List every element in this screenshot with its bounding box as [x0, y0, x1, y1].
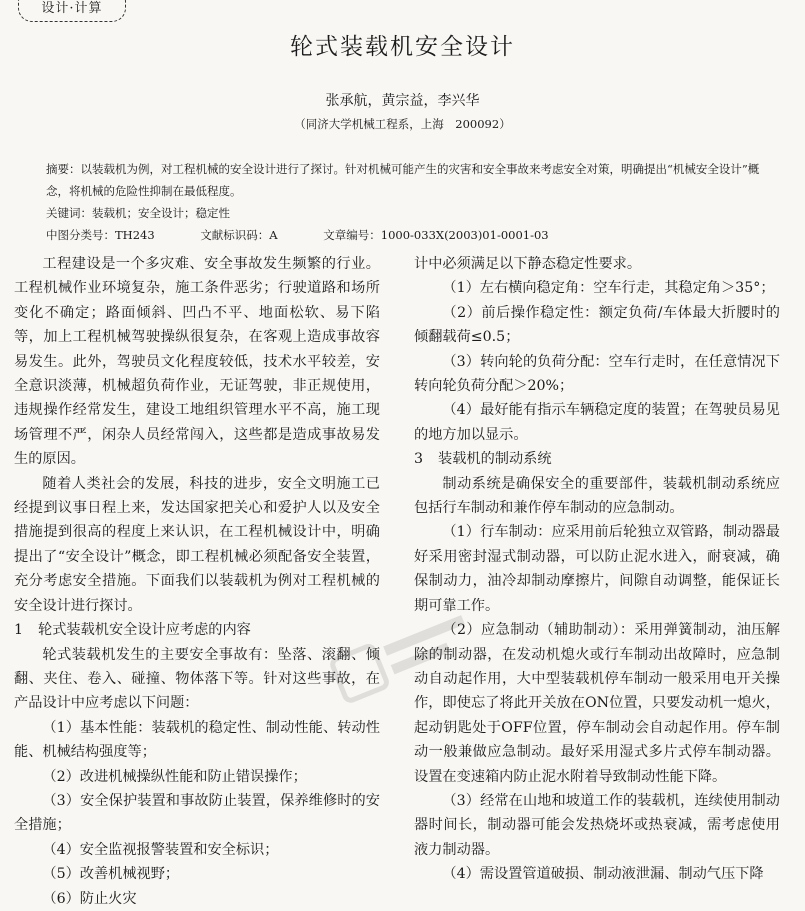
article-number: 文章编号：1000-033X(2003)01-0001-03: [323, 228, 549, 242]
left-column: [14, 252, 380, 911]
section-heading-text: 装载机的制动系统: [438, 451, 552, 468]
list-item: （4）安全监视报警装置和安全标识；: [42, 841, 279, 858]
list-item: （1）基本性能：装载机的稳定性、制动性能、转动性能、机械结构强度等；: [14, 719, 380, 761]
paper-title: 轮式装载机安全设计: [290, 34, 515, 60]
list-item: （3）转向轮的负荷分配：空车行走时，在任意情况下转向轮负荷分配＞20%；: [414, 353, 780, 395]
affiliation: （同济大学机械工程系，上海 200092）: [294, 117, 511, 131]
list-item: （3）经常在山地和坡道工作的装载机，连续使用制动器时间长，制动器可能会发热烧坏或热衰减，需考虑使用液力制动器。: [414, 792, 780, 858]
list-item: （2）前后操作稳定性：额定负荷/车体最大折腰时的倾翻载荷≤0.5；: [414, 304, 780, 346]
abstract: 摘要：以装载机为例，对工程机械的安全设计进行了探讨。针对机械可能产生的灾害和安全事故来考虑安全对策，明确提出“机械安全设计”概念，将机械的危险性抑制在最低程度。: [46, 162, 760, 198]
paragraph: 计中必须满足以下静态稳定性要求。: [414, 256, 642, 272]
list-item: （3）安全保护装置和事故防止装置，保养维修时的安全措施；: [14, 792, 380, 834]
keywords: 关键词：装载机；安全设计；稳定性: [46, 206, 230, 220]
paragraph: 随着人类社会的发展，科技的进步，安全文明施工已经提到议事日程上来，发达国家把关心和爱护人以及安全措施提到很高的程度上来认识，在工程机械设计中，明确提出了“安全设计”概念，即工程机械必须配备安全装置，充分考虑安全措施。下面我们以装载机为例对工程机械的安全设计进行探讨。: [14, 475, 380, 614]
list-item: （1）左右横向稳定角：空车行走，其稳定角＞35°；: [442, 280, 775, 297]
list-item: （2）应急制动（辅助制动）：采用弹簧制动，油压解除的制动器，在发动机熄火或行车制动出故障时，应急制动自动起作用，大中型装载机停车制动一般采用电开关操作，即使忘了将此开关放在ON位置，只要发动机一熄火，起动钥匙处于OFF位置，停车制动会自动起作用。停车制动一般兼做应急制动。最好采用湿式多片式停车制动器。设置在变速箱内防止泥水附着导致制动性能下降。: [414, 622, 780, 785]
classification-line: [46, 224, 766, 246]
right-column: [414, 252, 780, 887]
paragraph: 工程建设是一个多灾难、安全事故发生频繁的行业。工程机械作业环境复杂，施工条件恶劣；行驶道路和场所变化不确定；路面倾斜、凹凸不平、地面松软、易下陷等，加上工程机械驾驶操纵很复杂，在客观上造成事故容易发生。此外，驾驶员文化程度较低，技术水平较差，安全意识淡薄，机械超负荷作业，无证驾驶，非正规使用，违规操作经常发生，建设工地组织管理水平不高，施工现场管理不严，闲杂人员经常闯入，这些都是造成事故易发生的原因。: [14, 256, 380, 468]
list-item: （2）改进机械操纵性能和防止错误操作；: [42, 768, 307, 785]
authors: 张承航，黄宗益，李兴华: [325, 93, 480, 109]
section-tag: 设计·计算: [18, 0, 126, 22]
document-code: 文献标识码：A: [200, 228, 278, 242]
section-heading-3: [414, 447, 780, 471]
list-item: （1）行车制动：应采用前后轮独立双管路，制动器最好采用密封湿式制动器，可以防止泥水进入，耐衰减，确保制动力，油冷却制动摩擦片，间隙自动调整，能保证长期可靠工作。: [414, 524, 780, 614]
section-heading-text: 轮式装载机安全设计应考虑的内容: [38, 622, 251, 639]
list-item: （4）最好能有指示车辆稳定度的装置；在驾驶员易见的地方加以显示。: [414, 402, 780, 443]
paragraph: 制动系统是确保安全的重要部件，装载机制动系统应包括行车制动和兼作停车制动的应急制动。: [414, 475, 780, 517]
list-item: （4）需设置管道破损、制动液泄漏、制动气压下降: [442, 866, 764, 883]
list-item: （5）改善机械视野；: [42, 866, 180, 883]
list-item: （6）防止火灾: [42, 890, 137, 907]
section-number: 1: [14, 622, 24, 639]
paragraph: 轮式装载机发生的主要安全事故有：坠落、滚翻、倾翻、夹住、卷入、碰撞、物体落下等。针对这些事故，在产品设计中应考虑以下问题：: [14, 646, 380, 712]
section-number: 3: [414, 451, 424, 468]
section-heading-1: [14, 618, 380, 642]
clc-number: 中图分类号：TH243: [46, 228, 155, 242]
